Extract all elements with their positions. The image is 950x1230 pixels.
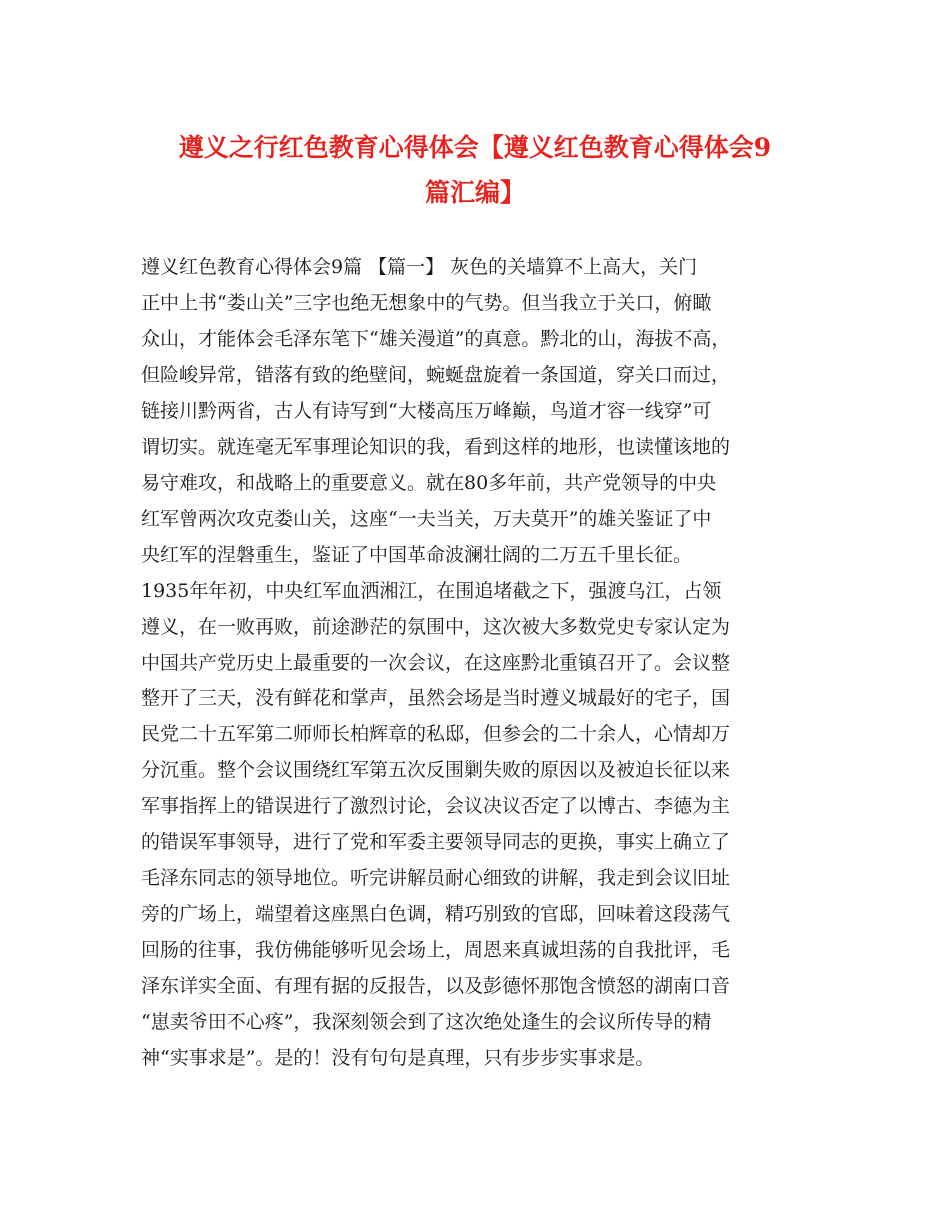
body-text-line: 分沉重。整个会议围绕红军第五次反围剿失败的原因以及被迫长征以来 [141, 759, 731, 782]
body-text-line: 军事指挥上的错误进行了激烈讨论，会议决议否定了以博古、李德为主 [141, 795, 731, 818]
document-title-line-1: 遵义之行红色教育心得体会【遵义红色教育心得体会9 [178, 133, 772, 162]
body-text-line: 但险峻异常，错落有致的绝壁间，蜿蜒盘旋着一条国道，穿关口而过， [141, 363, 731, 386]
body-text-line: 众山，才能体会毛泽东笔下“雄关漫道”的真意。黔北的山，海拔不高， [141, 327, 731, 350]
body-text-line: 神“实事求是”。是的！没有句句是真理，只有步步实事求是。 [141, 1046, 655, 1069]
body-text-line: 谓切实。就连毫无军事理论知识的我，看到这样的地形，也读懂该地的 [141, 435, 731, 458]
body-text-line: 遵义红色教育心得体会9篇 【篇一】 灰色的关墙算不上高大，关门 [141, 256, 698, 278]
body-text-line: 正中上书“娄山关”三字也绝无想象中的气势。但当我立于关口，俯瞰 [141, 291, 712, 314]
body-text-line: 易守难攻，和战略上的重要意义。就在80多年前，共产党领导的中央 [141, 471, 717, 494]
document-title-line-2: 篇汇编】 [424, 178, 525, 207]
body-text-line: 1935年年初，中央红军血洒湘江，在围追堵截之下，强渡乌江，占领 [141, 579, 722, 602]
body-text-line: 中国共产党历史上最重要的一次会议，在这座黔北重镇召开了。会议整 [141, 651, 731, 674]
body-text-line: 央红军的涅磐重生，鉴证了中国革命波澜壮阔的二万五千里长征。 [141, 543, 693, 566]
body-text-line: “崽卖爷田不心疼”，我深刻领会到了这次绝处逢生的会议所传导的精 [141, 1011, 712, 1033]
body-text-line: 泽东详实全面、有理有据的反报告，以及彭德怀那饱含愤怒的湖南口音 [141, 975, 731, 997]
body-text-line: 链接川黔两省，古人有诗写到“大楼高压万峰巅，鸟道才容一线穿”可 [141, 399, 712, 422]
body-text-line: 回肠的往事，我仿佛能够听见会场上，周恩来真诚坦荡的自我批评，毛 [141, 939, 731, 962]
body-text-line: 红军曾两次攻克娄山关，这座“一夫当关，万夫莫开”的雄关鉴证了中 [141, 507, 712, 530]
body-text-line: 毛泽东同志的领导地位。听完讲解员耐心细致的讲解，我走到会议旧址 [141, 867, 731, 890]
body-text-line: 民党二十五军第二师师长柏辉章的私邸，但参会的二十余人，心情却万 [141, 723, 731, 746]
body-text-line: 旁的广场上，端望着这座黑白色调，精巧别致的官邸，回味着这段荡气 [141, 903, 731, 926]
body-text-line: 遵义，在一败再败，前途渺茫的氛围中，这次被大多数党史专家认定为 [141, 615, 731, 638]
body-text-line: 的错误军事领导，进行了党和军委主要领导同志的更换，事实上确立了 [141, 831, 731, 854]
body-text-line: 整开了三天，没有鲜花和掌声，虽然会场是当时遵义城最好的宅子，国 [141, 687, 731, 710]
